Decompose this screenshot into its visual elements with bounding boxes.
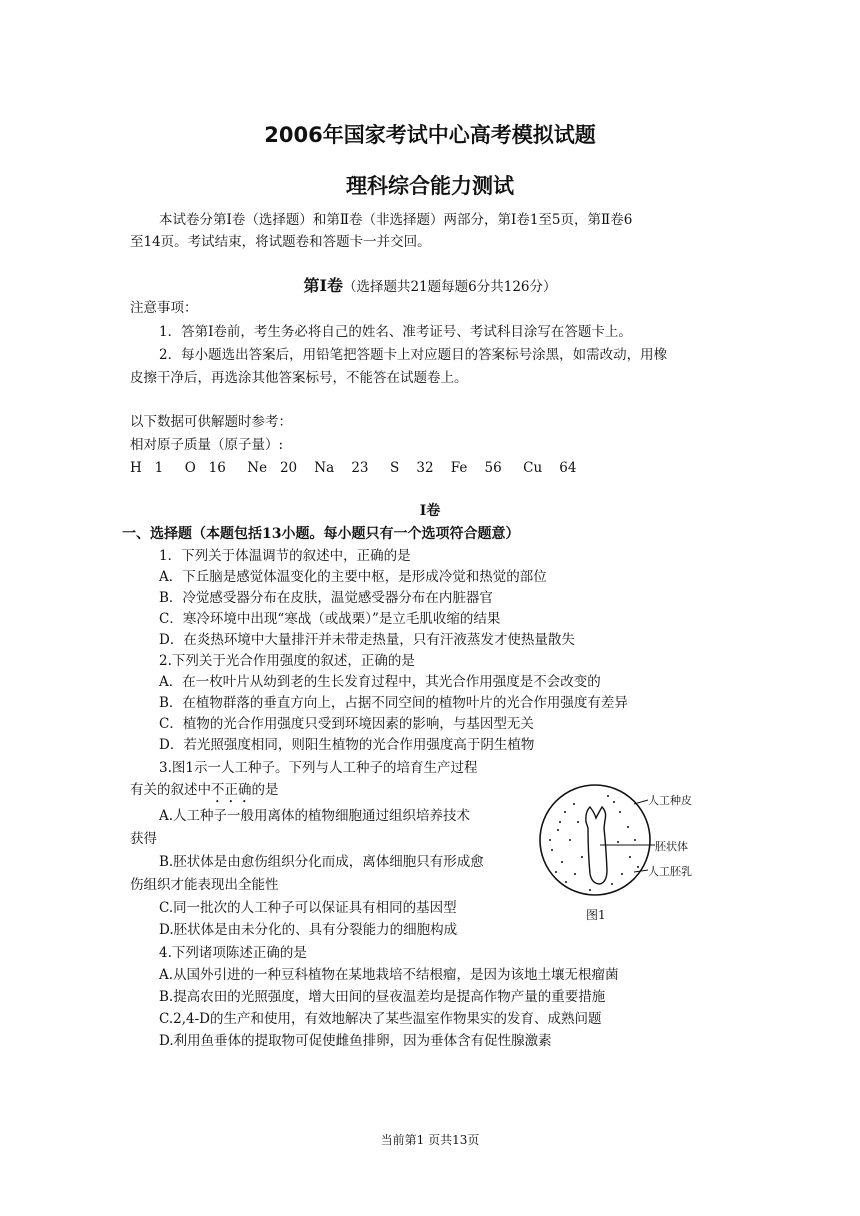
- notice-title: 注意事项：: [130, 300, 198, 316]
- exam-title: 2006年国家考试中心高考模拟试题: [264, 123, 596, 147]
- notice-1: 1．答第Ⅰ卷前，考生务必将自己的姓名、准考证号、考试科目涂写在答题卡上。: [159, 324, 632, 340]
- q3-option-c: C.同一批次的人工种子可以保证具有相同的基因型: [159, 900, 457, 916]
- q3-option-a-2: 获得: [130, 831, 157, 847]
- reference-intro: 以下数据可供解题时参考：: [130, 414, 292, 430]
- exam-subtitle: 理科综合能力测试: [346, 174, 514, 198]
- q1-option-c: C．寒冷环境中出现“寒战（或战栗）”是立毛肌收缩的结果: [159, 611, 501, 627]
- part1-heading-note: （选择题共21题每题6分共126分）: [342, 279, 557, 295]
- q3-stem-2-post: 的是: [251, 782, 279, 798]
- section-heading: 一、选择题（本题包括13小题。每小题只有一个选项符合题意）: [122, 526, 520, 542]
- label-artificial-endosperm: 人工胚乳: [648, 865, 692, 878]
- intro-line-1: 本试卷分第Ⅰ卷（选择题）和第Ⅱ卷（非选择题）两部分，第Ⅰ卷1至5页，第Ⅱ卷6: [159, 212, 633, 228]
- figure-caption: 图1: [586, 908, 606, 922]
- part1-heading: [0, 276, 860, 297]
- page-footer: 当前第1 页共13页: [380, 1133, 480, 1147]
- q3-stem-2: [130, 781, 279, 806]
- reference-atomic-mass-title: 相对原子质量（原子量）:: [130, 437, 284, 453]
- q2-option-c: C．植物的光合作用强度只受到环境因素的影响，与基因型无关: [159, 716, 534, 732]
- q2-option-a: A．在一枚叶片从幼到老的生长发育过程中，其光合作用强度是不会改变的: [159, 674, 601, 690]
- q4-option-a: A.从国外引进的一种豆科植物在某地栽培不结根瘤，是因为该地土壤无根瘤菌: [159, 967, 619, 983]
- part1-heading-title: 第Ⅰ卷: [303, 276, 343, 295]
- q1-option-b: B．冷觉感受器分布在皮肤，温觉感受器分布在内脏器官: [159, 590, 493, 606]
- artificial-seed-figure: [530, 782, 730, 922]
- q4-option-d: D.利用鱼垂体的提取物可促使雌鱼排卵，因为垂体含有促性腺激素: [159, 1033, 552, 1049]
- q1-option-a: A．下丘脑是感觉体温变化的主要中枢，是形成冷觉和热觉的部位: [159, 569, 547, 585]
- q1-option-d: D．在炎热环境中大量排汗并未带走热量，只有汗液蒸发才使热量散失: [159, 632, 575, 648]
- notice-2a: 2．每小题选出答案后，用铅笔把答题卡上对应题目的答案标号涂黑，如需改动，用橡: [159, 347, 668, 363]
- q3-option-d: D.胚状体是由未分化的、具有分裂能力的细胞构成: [159, 922, 458, 938]
- q3-option-b-1: B.胚状体是由愈伤组织分化而成，离体细胞只有形成愈: [159, 854, 484, 870]
- label-embryoid: 胚状体: [655, 840, 688, 853]
- q3-stem-2-emphasis: 不正确: [211, 782, 252, 798]
- q2-option-b: B．在植物群落的垂直方向上，占据不同空间的植物叶片的光合作用强度有差异: [159, 695, 628, 711]
- notice-2b: 皮擦干净后，再选涂其他答案标号，不能答在试题卷上。: [130, 370, 468, 386]
- label-artificial-seed-coat: 人工种皮: [648, 794, 692, 807]
- q4-option-c: C.2,4-D的生产和使用，有效地解决了某些温室作物果实的发育、成熟问题: [159, 1011, 602, 1027]
- q4-option-b: B.提高农田的光照强度，增大田间的昼夜温差均是提高作物产量的重要措施: [159, 989, 606, 1005]
- artificial-seed-diagram: [530, 782, 730, 922]
- q2-stem: 2.下列关于光合作用强度的叙述，正确的是: [159, 653, 415, 669]
- reference-atomic-masses: H 1 O 16 Ne 20 Na 23 S 32 Fe 56 Cu 64: [130, 460, 577, 476]
- q3-stem-1: 3.图1示一人工种子。下列与人工种子的培育生产过程: [159, 760, 478, 776]
- q3-option-a-1: A.人工种子一般用离体的植物细胞通过组织培养技术: [159, 808, 471, 824]
- q1-stem: 1．下列关于体温调节的叙述中，正确的是: [159, 548, 411, 564]
- q3-stem-2-pre: 有关的叙述中: [130, 782, 211, 798]
- q3-option-b-2: 伤组织才能表现出全能性: [130, 877, 279, 893]
- intro-line-2: 至14页。考试结束，将试题卷和答题卡一并交回。: [130, 234, 431, 250]
- volume-label: Ⅰ卷: [419, 503, 441, 519]
- q4-stem: 4.下列诸项陈述正确的是: [159, 945, 307, 961]
- q2-option-d: D．若光照强度相同，则阳生植物的光合作用强度高于阴生植物: [159, 737, 535, 753]
